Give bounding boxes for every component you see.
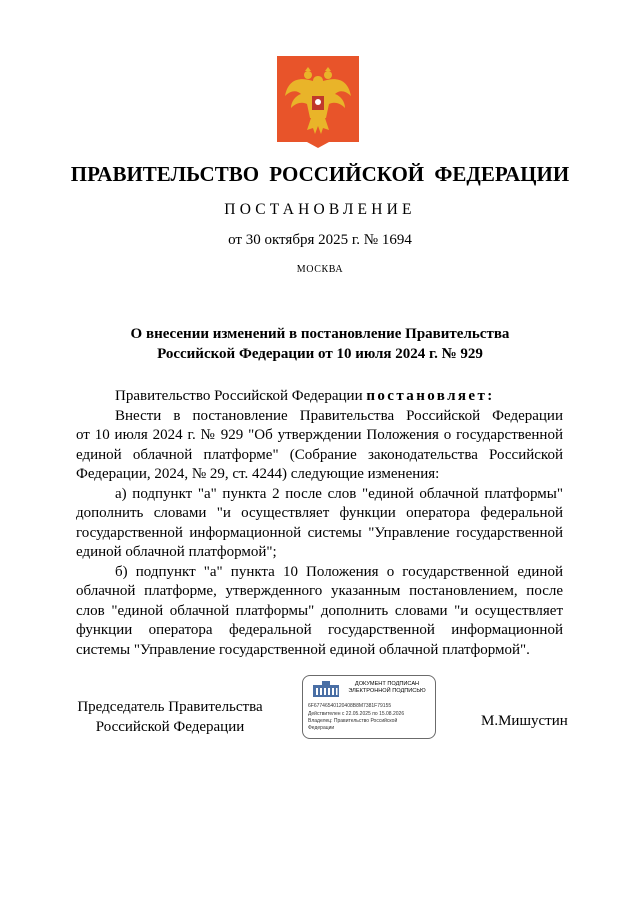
body-line: от 10 июля 2024 г. № 929 "Об утверждении Положения о государственной: [76, 427, 563, 443]
body-line: единой облачной платформе" (Собрание законодательства Российской: [76, 446, 563, 463]
subject-line: О внесении изменений в постановление Правительства: [130, 326, 510, 342]
body-line: б) подпункт "а" пункта 10 Положения о государственной единой: [115, 563, 563, 580]
document-type: ПОСТАНОВЛЕНИЕ: [224, 201, 416, 218]
decree-keyword: постановляет:: [366, 388, 495, 404]
government-building-icon: [311, 681, 341, 699]
subject-line: Российской Федерации от 10 июля 2024 г. № 929: [157, 346, 483, 362]
body-line: Федерации, 2024, № 29, ст. 4244) следующие изменения:: [76, 466, 440, 482]
electronic-signature-stamp: [302, 675, 436, 739]
certificate-validity: Действителен с 22.05.2025 по 15.08.2026: [308, 711, 405, 717]
body-line: [76, 387, 563, 407]
signatory-position: [60, 697, 280, 737]
position-line: Председатель Правительства: [77, 699, 263, 715]
government-title: ПРАВИТЕЛЬСТВО РОССИЙСКОЙ ФЕДЕРАЦИИ: [70, 162, 570, 186]
document-body: [76, 387, 563, 660]
body-line: Внести в постановление Правительства Российской Федерации: [115, 407, 563, 424]
body-line: государственной информационной системы "Управление государственной: [76, 524, 563, 541]
body-line: системы "Управление государственной единой облачной платформой".: [76, 641, 530, 658]
body-line: дополнить словами "и осуществляет функции оператора федеральной: [76, 505, 563, 521]
position-line: Российской Федерации: [95, 719, 245, 735]
body-line: слов "единой облачной платформы" дополнить словами "и осуществляет: [76, 602, 563, 619]
certificate-owner: Владелец: Правительство Российской: [308, 718, 398, 724]
certificate-owner: Федерации: [308, 725, 335, 731]
certificate-number: 6F67746540120408B8M7381F79155: [308, 703, 392, 709]
signatory-name: М.Мишустин: [481, 713, 568, 729]
document-date-number: от 30 октября 2025 г. № 1694: [228, 232, 412, 248]
body-text: Правительство Российской Федерации: [115, 388, 363, 404]
document-city: МОСКВА: [296, 264, 344, 275]
body-line: облачной платформе, утвержденного указанным постановлением, после: [76, 583, 563, 599]
state-emblem-icon: [277, 56, 359, 148]
body-line: единой облачной платформой";: [76, 544, 277, 560]
stamp-title-line: ДОКУМЕНТ ПОДПИСАН: [354, 681, 420, 687]
stamp-title: [339, 681, 435, 695]
body-line: функции оператора федеральной государственной информационной: [76, 622, 563, 638]
stamp-title-line: ЭЛЕКТРОННОЙ ПОДПИСЬЮ: [348, 688, 426, 694]
body-line: а) подпункт "а" пункта 2 после слов "единой облачной платформы": [115, 485, 563, 502]
document-subject: [60, 324, 580, 364]
